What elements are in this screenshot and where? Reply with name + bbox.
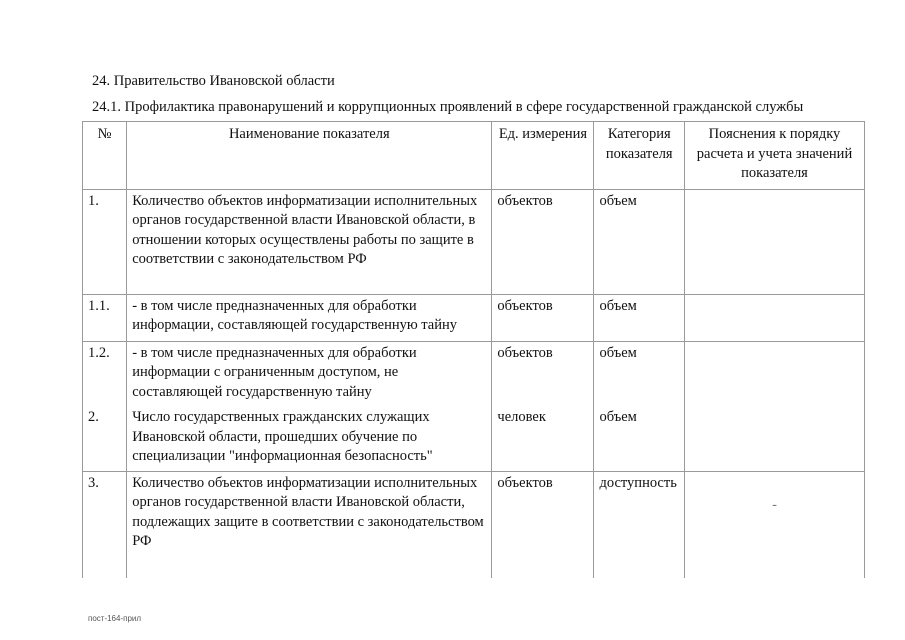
row-category: объем	[594, 189, 685, 294]
row-number: 1.1.	[83, 294, 127, 341]
row-explanation	[684, 189, 864, 294]
row-unit: человек	[492, 406, 594, 471]
row-indicator-name: Число государственных гражданских служащих Ивановской области, прошедших обучение по специализации "информационная безопасность"	[127, 406, 492, 471]
table-row	[83, 471, 865, 578]
header-number: №	[83, 122, 127, 190]
table-row	[83, 189, 865, 294]
indicators-table	[82, 121, 865, 578]
row-indicator-name: - в том числе предназначенных для обработки информации, составляющей государственную тайну	[127, 294, 492, 341]
row-unit: объектов	[492, 189, 594, 294]
row-number: 1.	[83, 189, 127, 294]
table-row	[83, 341, 865, 406]
row-category: объем	[594, 406, 685, 471]
table-row	[83, 294, 865, 341]
header-category: Категория показателя	[594, 122, 685, 190]
row-number: 3.	[83, 471, 127, 578]
row-category: объем	[594, 341, 685, 406]
row-indicator-name: Количество объектов информатизации исполнительных органов государственной власти Ивановской области, в отношении которых осуществлены работы по защите в соответствии с законодательством РФ	[127, 189, 492, 294]
row-explanation	[684, 406, 864, 471]
row-number: 2.	[83, 406, 127, 471]
row-indicator-name: - в том числе предназначенных для обработки информации с ограниченным доступом, не составляющей государственную тайну	[127, 341, 492, 406]
row-explanation	[684, 294, 864, 341]
row-unit: объектов	[492, 341, 594, 406]
row-category: объем	[594, 294, 685, 341]
header-unit: Ед. измерения	[492, 122, 594, 190]
section-subtitle: 24.1. Профилактика правонарушений и коррупционных проявлений в сфере государственной гражданской службы	[92, 99, 804, 115]
row-number: 1.2.	[83, 341, 127, 406]
row-indicator-name: Количество объектов информатизации исполнительных органов государственной власти Ивановской области, подлежащих защите в соответствии с законодательством РФ	[127, 471, 492, 578]
table-header-row	[83, 122, 865, 190]
row-category: доступность	[594, 471, 685, 578]
row-explanation: -	[684, 471, 864, 578]
table-row	[83, 406, 865, 471]
header-explanation: Пояснения к порядку расчета и учета значений показателя	[684, 122, 864, 190]
row-unit: объектов	[492, 294, 594, 341]
row-unit: объектов	[492, 471, 594, 578]
header-indicator-name: Наименование показателя	[127, 122, 492, 190]
document-footer: пост-164-прил	[88, 614, 142, 623]
row-explanation	[684, 341, 864, 406]
section-title: 24. Правительство Ивановской области	[92, 73, 335, 89]
